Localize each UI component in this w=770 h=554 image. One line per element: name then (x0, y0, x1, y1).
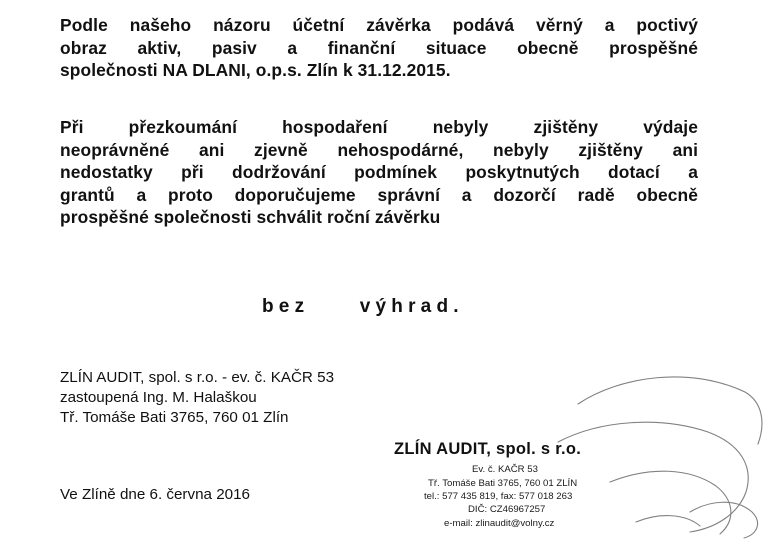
stamp-email: e-mail: zlinaudit@volny.cz (444, 518, 555, 529)
auditor-name: ZLÍN AUDIT, spol. s r.o. - ev. č. KAČR 53 (60, 369, 335, 386)
opinion-emphasis: bez výhrad. (262, 296, 464, 317)
stamp-vat-id: DIČ: CZ46967257 (468, 504, 546, 515)
stamp-phone-fax: tel.: 577 435 819, fax: 577 018 263 (424, 491, 573, 502)
opinion-paragraph-1 (60, 14, 698, 82)
text-line: obraz aktiv, pasiv a finanční situace obecně prospěšné (60, 37, 698, 58)
text-line: společnosti NA DLANI, o.p.s. Zlín k 31.12.2015. (60, 60, 451, 81)
text-line: grantů a proto doporučujeme správní a dozorčí radě obecně (60, 184, 698, 205)
text-line: Podle našeho názoru účetní závěrka podává věrný a poctivý (60, 15, 698, 35)
auditor-address-block (60, 368, 334, 428)
stamp-registration: Ev. č. KAČR 53 (472, 464, 538, 475)
stamp-company-name: ZLÍN AUDIT, spol. s r.o. (394, 440, 582, 458)
company-stamp (394, 436, 644, 546)
text-line: nedostatky při dodržování podmínek poskytnutých dotací a (60, 162, 698, 183)
opinion-paragraph-2 (60, 116, 698, 229)
text-line: Při přezkoumání hospodaření nebyly zjištěny výdaje (60, 117, 698, 137)
text-line: neoprávněné ani zjevně nehospodárné, nebyly zjištěny ani (60, 139, 698, 160)
auditor-street: Tř. Tomáše Bati 3765, 760 01 Zlín (60, 409, 289, 426)
auditor-representative: zastoupená Ing. M. Halaškou (60, 389, 257, 406)
place-and-date: Ve Zlíně dne 6. června 2016 (60, 486, 250, 503)
text-line: prospěšné společnosti schválit roční závěrku (60, 207, 441, 228)
stamp-address: Tř. Tomáše Bati 3765, 760 01 ZLÍN (428, 478, 578, 489)
